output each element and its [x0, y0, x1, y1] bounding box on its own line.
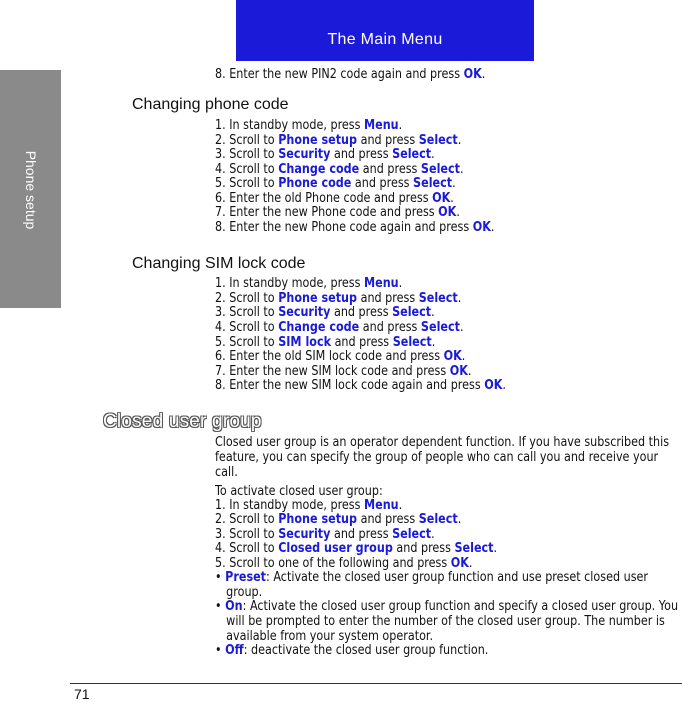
sim-lock-step: 7. Enter the new SIM lock code and press OK.	[215, 364, 472, 379]
cug-option-on: • On: Activate the closed user group function and specify a closed user group. You will be prompted to enter the number of the closed user group. The number is available from your system operator.	[215, 599, 679, 644]
cug-option-preset: • Preset: Activate the closed user group function and use preset closed user group.	[215, 570, 648, 600]
phone-code-step: 5. Scroll to Phone code and press Select.	[215, 176, 456, 191]
phone-code-step: 2. Scroll to Phone setup and press Select.	[215, 133, 462, 148]
footer-rule	[70, 683, 682, 684]
cug-step: 1. In standby mode, press Menu.	[215, 498, 403, 513]
sim-lock-step: 2. Scroll to Phone setup and press Select.	[215, 291, 462, 306]
sim-lock-step: 6. Enter the old SIM lock code and press OK.	[215, 349, 466, 364]
sim-lock-step: 8. Enter the new SIM lock code again and press OK.	[215, 378, 506, 393]
section-side-tab-label: Phone setup	[23, 150, 39, 230]
sim-lock-step: 3. Scroll to Security and press Select.	[215, 305, 435, 320]
heading-closed-user-group: Closed user group	[103, 411, 262, 432]
phone-code-step: 6. Enter the old Phone code and press OK.	[215, 191, 454, 206]
cug-step: 5. Scroll to one of the following and press OK.	[215, 556, 473, 571]
pin2-step-8: 8. Enter the new PIN2 code again and press OK.	[215, 67, 486, 82]
sim-lock-step: 4. Scroll to Change code and press Select.	[215, 320, 464, 335]
closed-user-group-description: Closed user group is an operator dependent function. If you have subscribed this feature, you can specify the group of people who can call you and receive your call.	[215, 435, 670, 480]
phone-code-step: 8. Enter the new Phone code again and press OK.	[215, 220, 495, 235]
activate-intro: To activate closed user group:	[215, 484, 383, 499]
phone-code-step: 4. Scroll to Change code and press Select.	[215, 162, 464, 177]
cug-option-off: • Off: deactivate the closed user group function.	[215, 643, 489, 658]
phone-code-step: 1. In standby mode, press Menu.	[215, 118, 403, 133]
sim-lock-step: 1. In standby mode, press Menu.	[215, 276, 403, 291]
chapter-header-tab	[236, 0, 534, 61]
heading-changing-sim-lock-code: Changing SIM lock code	[132, 255, 306, 272]
phone-code-step: 7. Enter the new Phone code and press OK.	[215, 205, 460, 220]
phone-code-step: 3. Scroll to Security and press Select.	[215, 147, 435, 162]
page-number: 71	[74, 686, 90, 702]
cug-step: 4. Scroll to Closed user group and press Select.	[215, 541, 498, 556]
sim-lock-step: 5. Scroll to SIM lock and press Select.	[215, 335, 436, 350]
cug-step: 2. Scroll to Phone setup and press Select.	[215, 512, 462, 527]
chapter-title: The Main Menu	[327, 31, 443, 48]
heading-changing-phone-code: Changing phone code	[132, 96, 289, 113]
cug-step: 3. Scroll to Security and press Select.	[215, 527, 435, 542]
